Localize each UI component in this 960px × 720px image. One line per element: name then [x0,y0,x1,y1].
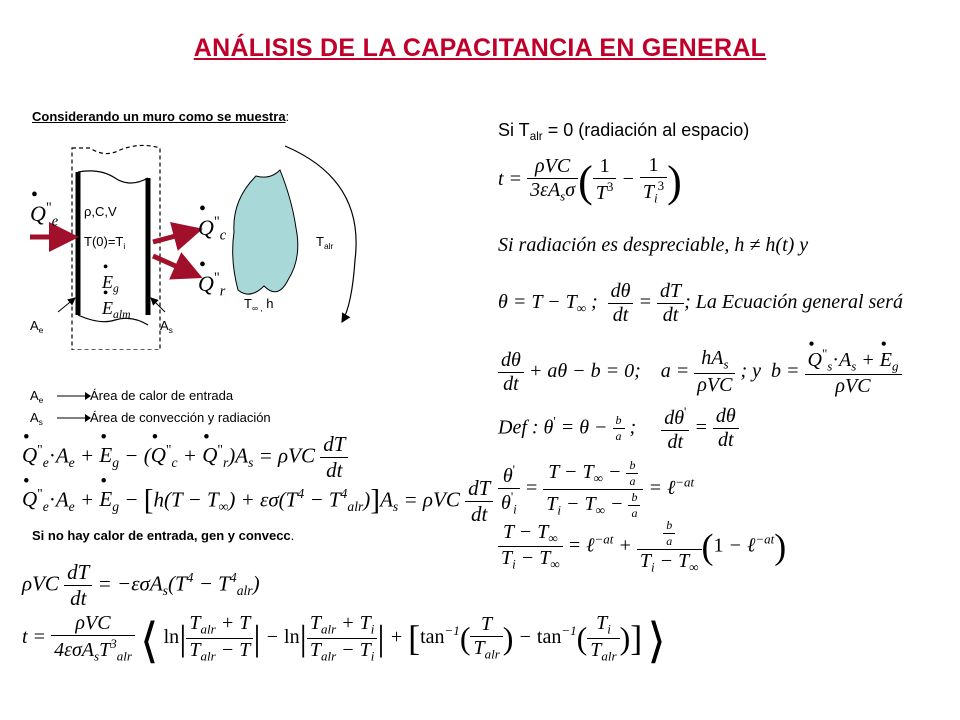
surroundings-fluid [233,170,298,294]
e-g-label: • $E_g$ [102,272,119,295]
energy-balance-expanded-eq: • $Q^"_e\cdot A_e$ + • $E_g - [h(T - T_\infty) + \varepsilon\sigma(T^4 - T^4_{alr})]A_s = \rho VC$ $\frac{dT}{dt}$ [22,476,493,527]
q-c-label: • $Q^"_c$ [198,214,226,245]
time-solution-eq: t = $\frac{\text{ρVC}}{4\varepsilon\sigma A_sT^3_{alr}}$ ⟨ ln| $\frac{T_{alr} + T}{T_{alr} - T}$ | − ln| $\frac{T_{alr} + T_i}{T_{alr} - T_i}$ | + [$\tan^{-1}$( $\frac{T}{T_{alr}}$ ) − $\tan^{-1}$( $\frac{T_i}{T_{alr}}$ )] ⟩ [22,612,666,669]
q-e-label: • $Q^"_e$ [30,200,58,231]
intro-colon: : [285,109,290,124]
a-e-label: $A_e$ [30,318,44,335]
general-equation-text: ; La Ecuación general será [684,291,903,314]
ode-eq: $\frac{d\theta}{dt}$ + aθ − b = 0; a = $\frac{hA_s}{\text{ρVC}}$ ; y b = • $\frac{Q^"_s\cdot A_s + • E_g}{\text{ρVC}}$ [498,346,902,398]
theta-prime-def-eq: Def : θ' = θ − $\frac{b}{a}$ ; $\frac{d\theta'}{dt}$ = $\frac{d\theta}{dt}$ [498,404,739,454]
space-radiation-eq: t = $\frac{\text{ρVC}}{3\varepsilon A_s\sigma}$ ( $\frac{1}{T^3}$ − $\frac{1}{T_i^3}$ ) [498,154,682,206]
legend-desc: Área de calor de entrada [90,388,234,403]
t-inf-label: $T_{\infty ,}$ h [244,296,274,313]
legend-item: $A_s$ [30,410,43,427]
theta-ratio-eq: $\frac{\theta'}{\theta'_i}$ = $T - T_\infty$ − $\frac{b}{a}$ $T_i - T_\infty$ − $\frac{b}{a}$ = ℓ$^{-at}$ [498,458,694,521]
a-s-label: $A_s$ [160,318,173,335]
radiation-only-eq: ρVC $\frac{dT}{dt}$ = $-\varepsilon\sigma A_s(T^4 - T^4_{alr})$ [22,560,260,610]
negligible-radiation-text: Si radiación es despreciable, h ≠ h(t) y [498,234,809,256]
energy-balance-eq: • $Q^"_e\cdot A_e$ + • $E_g$ − (• $Q^"_c$ + • $Q^"_r)A_s = \rho VC$ $\frac{dT}{dt}$ [22,432,348,483]
rho-cv-label: ρ,C,V [84,204,117,219]
intro-text: Considerando un muro como se muestra [32,109,286,124]
right-heading: Si $T_{alr} = 0$ (radiación al espacio) [498,120,750,144]
q-r-label: • $Q^"_r$ [198,270,225,301]
legend-arrows [55,389,95,429]
q-rad-arrow [153,256,198,276]
legend-item: $A_e$ [30,388,44,405]
intro-line [32,108,289,126]
t-alr-label: $T_{alr}$ [316,234,334,251]
page-title: ANÁLISIS DE LA CAPACITANCIA EN GENERAL [193,34,767,62]
legend-desc: Área de convección y radiación [90,410,271,425]
temperature-solution-eq: $\frac{T - T_\infty}{T_i - T_\infty}$ = ℓ$^{-at}$ + $\frac{\frac{b}{a}}{T_i - T_\infty}$ (1 − ℓ$^{-at}$) [498,518,786,576]
theta-def-eq: $\theta = T - T_\infty$ ; $\frac{d\theta}{dt}$ = $\frac{dT}{dt}$ ; La Ecuación general será [498,280,903,326]
e-alm-label: • $E_{alm}$ [102,298,131,321]
note-line: Si no hay calor de entrada, gen y convecc. [32,528,295,543]
t0-label: $T(0)=T_i$ [84,234,126,251]
